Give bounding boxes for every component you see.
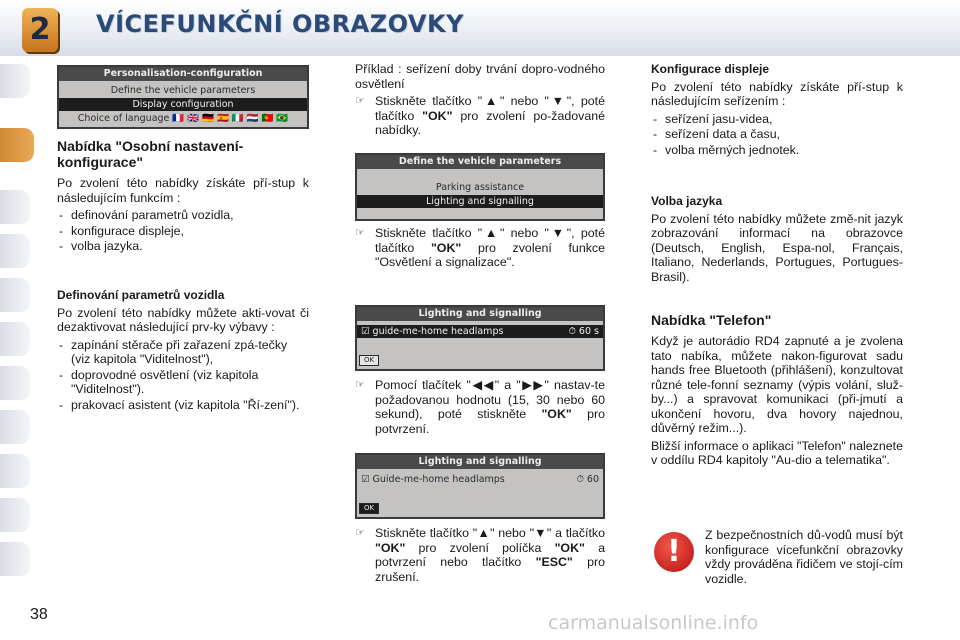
setting-line bbox=[357, 473, 603, 486]
step bbox=[355, 94, 605, 138]
step bbox=[355, 526, 605, 584]
pointing-hand-icon: ☞ bbox=[355, 527, 365, 539]
step-text: pro zvolení po-žadované nabídky. bbox=[375, 108, 605, 137]
ok-key: "OK" bbox=[541, 407, 572, 421]
step-text: pro zvolení políčka bbox=[405, 540, 555, 555]
ok-key: "OK" bbox=[430, 240, 462, 255]
column-2-step3 bbox=[355, 378, 605, 436]
paragraph: Když je autorádio RD4 zapnuté a je zvolena tato nabíka, můžete nakon-figurovat sadu hands free Bluetooth (přihlášení), konzultovat různé tele-fonní seznamy (výpis volání, služ-by...) a spravovat komunikaci (při-jmutí a ukončení hovoru, dva hovory najednou, důvěrný režim...). bbox=[651, 334, 903, 435]
chapter-tab[interactable] bbox=[0, 64, 30, 98]
menu-line: Choice of language 🇫🇷 🇬🇧 🇩🇪 🇪🇸 🇮🇹 🇳🇱 🇵🇹 🇧🇷 bbox=[77, 113, 289, 124]
column-2-step4 bbox=[355, 526, 605, 584]
step bbox=[355, 378, 605, 436]
exclamation-icon: ! bbox=[654, 532, 694, 572]
chapter-tab[interactable] bbox=[0, 366, 30, 400]
ok-key: "OK" bbox=[554, 540, 585, 555]
paragraph: Po zvolení této nabídky získáte pří-stup k následujícím seřízením : bbox=[651, 79, 903, 108]
paragraph: Po zvolení této nabídky získáte pří-stup k následujícím funkcím : bbox=[57, 176, 309, 205]
menu-line: Parking assistance bbox=[435, 182, 525, 193]
setting-label: ☑ Guide-me-home headlamps bbox=[361, 474, 505, 485]
paragraph: Po zvolení této nabídky můžete akti-vovat či dezaktivovat následující prv-ky výbavy : bbox=[57, 305, 309, 334]
list bbox=[651, 112, 903, 158]
list-item: - seřízení data a času, bbox=[651, 127, 903, 142]
paragraph: Bližší informace o aplikaci "Telefon" naleznete v oddílu RD4 kapitoly "Au-dio a telematika". bbox=[651, 438, 903, 467]
chapter-tab[interactable] bbox=[0, 278, 30, 312]
list-item: - doprovodné osvětlení (viz kapitola "Viditelnost"). bbox=[57, 368, 309, 397]
column-1-sub bbox=[57, 288, 309, 413]
chapter-number: 2 bbox=[29, 12, 51, 47]
setting-value: ⏱ 60 bbox=[576, 474, 599, 485]
screen-vehicle-parameters bbox=[355, 153, 605, 221]
step-text: a potvrzení nebo tlačítko bbox=[375, 540, 605, 569]
setting-label: ☑ guide-me-home headlamps bbox=[361, 326, 504, 337]
paragraph: Po zvolení této nabídky můžete změ-nit jazyk zobrazování informací na obrazovce (Deutsch, English, Espa-nol, Français, Italiano, Nederlands, Portugues, Portugues-Brasil). bbox=[651, 211, 903, 284]
chapter-tab[interactable] bbox=[0, 498, 30, 532]
screen-lighting-2 bbox=[355, 453, 605, 519]
screen-header: Define the vehicle parameters bbox=[357, 155, 603, 169]
ok-box-selected[interactable]: OK bbox=[359, 503, 379, 514]
chapter-tab[interactable] bbox=[0, 190, 30, 224]
setting-value: ⏱ 60 s bbox=[568, 326, 599, 337]
warning-text: Z bezpečnostních dů-vodů musí být konfigurace vícefunkční obrazovky vždy prováděna řidičem ve stojí-cím vozidle. bbox=[705, 528, 903, 586]
list-item: - konfigurace displeje, bbox=[57, 224, 309, 239]
column-3-telephone bbox=[651, 312, 903, 471]
subsection-title: Konfigurace displeje bbox=[651, 62, 770, 76]
menu-line: Define the vehicle parameters bbox=[110, 85, 256, 96]
chapter-tab[interactable] bbox=[0, 410, 30, 444]
menu-line-selected: Display configuration bbox=[59, 98, 307, 111]
watermark: carmanualsonline.info bbox=[548, 612, 759, 634]
column-1 bbox=[57, 138, 309, 255]
paragraph: Příklad : seřízení doby trvání dopro-vodného osvětlení bbox=[355, 62, 605, 91]
chapter-tab[interactable] bbox=[0, 234, 30, 268]
warning-note bbox=[705, 528, 903, 589]
page-number: 38 bbox=[30, 606, 48, 623]
section-title: Nabídka "Osobní nastavení-konfigurace" bbox=[57, 138, 244, 170]
column-3 bbox=[651, 62, 903, 158]
screen-personalisation bbox=[57, 65, 309, 129]
chapter-tab[interactable] bbox=[0, 542, 30, 576]
step-text: pro zvolení funkce "Osvětlení a signalizace". bbox=[375, 240, 605, 269]
setting-line-selected bbox=[357, 325, 603, 338]
step-text: Stiskněte tlačítko "▲" nebo "▼", poté tlačítko bbox=[375, 94, 605, 123]
pointing-hand-icon: ☞ bbox=[355, 95, 365, 107]
chapter-tab[interactable] bbox=[0, 322, 30, 356]
chapter-tab[interactable] bbox=[0, 454, 30, 488]
screen-header: Lighting and signalling bbox=[357, 455, 603, 469]
screen-header: Lighting and signalling bbox=[357, 307, 603, 321]
ok-key: "OK" bbox=[375, 540, 406, 555]
ok-box[interactable]: OK bbox=[359, 355, 379, 366]
column-3-language bbox=[651, 194, 903, 287]
pointing-hand-icon: ☞ bbox=[355, 379, 365, 391]
chapter-tab-active[interactable] bbox=[0, 128, 34, 162]
esc-key: "ESC" bbox=[535, 555, 573, 569]
chapter-badge bbox=[22, 8, 58, 52]
step bbox=[355, 226, 605, 270]
screen-header: Personalisation-configuration bbox=[59, 67, 307, 81]
list bbox=[57, 208, 309, 254]
step-text: pro zrušení. bbox=[375, 555, 605, 584]
column-2-step2 bbox=[355, 226, 605, 270]
column-2 bbox=[355, 62, 605, 138]
list bbox=[57, 338, 309, 413]
list-item: - volba jazyka. bbox=[57, 239, 309, 254]
list-item: - zapínání stěrače při zařazení zpá-tečky (viz kapitola "Viditelnost"), bbox=[57, 338, 309, 367]
list-item: - definování parametrů vozidla, bbox=[57, 208, 309, 223]
screen-lighting-1 bbox=[355, 305, 605, 371]
subsection-title: Volba jazyka bbox=[651, 194, 723, 208]
list-item: - volba měrných jednotek. bbox=[651, 143, 903, 158]
subsection-title: Definování parametrů vozidla bbox=[57, 288, 225, 302]
step-text: pro potvrzení. bbox=[375, 407, 605, 436]
list-item: - prakovací asistent (viz kapitola "Ří-zení"). bbox=[57, 398, 309, 413]
pointing-hand-icon: ☞ bbox=[355, 227, 365, 239]
step-text: Stiskněte tlačítko "▲" nebo "▼" a tlačítko bbox=[375, 526, 605, 540]
ok-key: "OK" bbox=[422, 108, 453, 123]
section-title: Nabídka "Telefon" bbox=[651, 312, 772, 328]
page-title: VÍCEFUNKČNÍ OBRAZOVKY bbox=[96, 10, 464, 38]
menu-line-selected: Lighting and signalling bbox=[357, 195, 603, 208]
step-text: Stiskněte tlačítko "▲" nebo "▼", poté tlačítko bbox=[375, 226, 605, 255]
step-text: Pomocí tlačítek "◀◀" a "▶▶" nastav-te požadovanou hodnotu (15, 30 nebo 60 sekund), poté stiskněte bbox=[375, 378, 605, 421]
list-item: - seřízení jasu-videa, bbox=[651, 112, 903, 127]
